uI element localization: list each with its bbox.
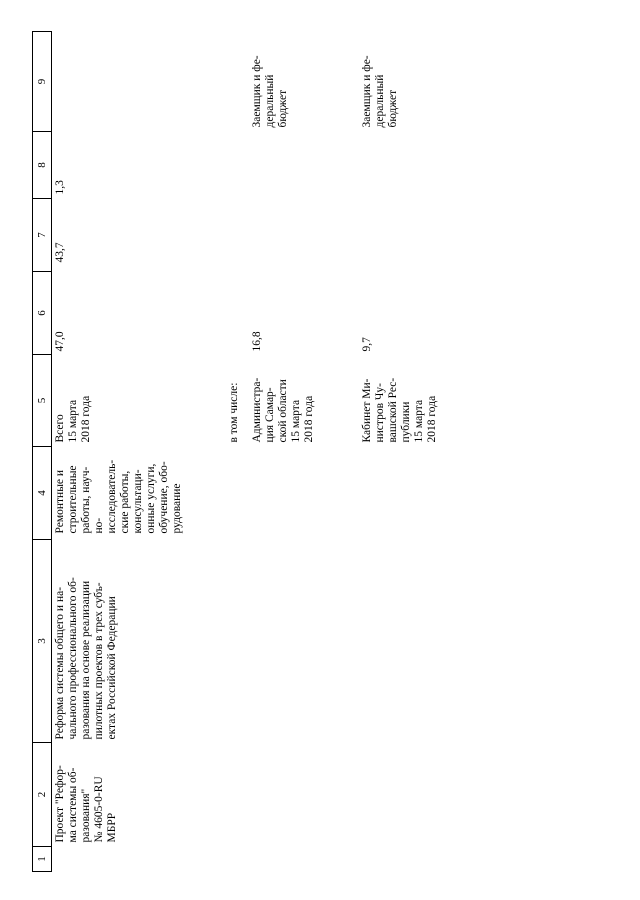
row-number-cell — [52, 847, 227, 872]
executor-cell — [226, 355, 249, 447]
value-cell — [359, 199, 461, 272]
project-activities-cell — [52, 447, 462, 540]
column-number-cell: 4 — [33, 447, 52, 540]
executor-chuvashia: Кабинет Ми- нистров Чу- вашской Рес- публики 15 марта 2018 года — [361, 377, 438, 443]
row-number-cell — [226, 847, 249, 872]
funding-source-cell — [359, 32, 461, 132]
column-number-cell: 1 — [33, 847, 52, 872]
funding-source-cell — [52, 32, 227, 132]
rotated-table-container — [32, 32, 610, 872]
column-number-cell: 5 — [33, 355, 52, 447]
value-cell: 47,0 — [54, 331, 66, 352]
financing-table — [32, 31, 461, 872]
value-cell: 43,7 — [54, 242, 66, 263]
including-label: в том числе: — [228, 382, 240, 443]
executor-cell — [249, 355, 359, 447]
column-number-cell: 2 — [33, 743, 52, 847]
project-description: Реформа системы общего и на- чального профессионального об- разования на основе реализации пилотных проектов в трех субъ- ектах Российской Федерации — [54, 577, 118, 740]
funding-source: Заемщик и фе- деральный бюджет — [361, 55, 399, 128]
value-cell — [226, 132, 249, 199]
row-number-cell — [359, 847, 461, 872]
column-number-cell: 3 — [33, 540, 52, 743]
project-activities: Ремонтные и строительные работы, науч- но- исследователь- ские работы, консультаци- онные услуги, обучение, обо- рудование — [54, 459, 183, 534]
value-cell — [226, 272, 249, 355]
project-name-cell — [52, 743, 462, 847]
column-number-header-row — [33, 32, 52, 872]
project-name: Проект "Рефор- ма системы об- разования" № 4605-0-RU МБРР — [54, 765, 118, 843]
column-number-cell: 8 — [33, 132, 52, 199]
row-number-cell — [249, 847, 359, 872]
value-cell — [249, 132, 359, 199]
executor-samara: Администра- ция Самар- ской области 15 марта 2018 года — [251, 377, 315, 443]
table-row — [52, 32, 227, 872]
column-number-cell: 6 — [33, 272, 52, 355]
column-number-cell: 9 — [33, 32, 52, 132]
value-cell: 9,7 — [361, 337, 373, 352]
funding-source: Заемщик и фе- деральный бюджет — [251, 55, 289, 128]
value-cell — [249, 199, 359, 272]
executor-cell — [359, 355, 461, 447]
value-cell: 16,8 — [251, 331, 263, 352]
executor-total: Всего 15 марта 2018 года — [54, 395, 92, 443]
project-description-cell — [52, 540, 462, 743]
executor-cell — [52, 355, 227, 447]
funding-source-cell — [226, 32, 249, 132]
column-number-cell: 7 — [33, 199, 52, 272]
value-cell — [226, 199, 249, 272]
value-cell — [359, 132, 461, 199]
value-cell: 1,3 — [54, 180, 66, 195]
funding-source-cell — [249, 32, 359, 132]
